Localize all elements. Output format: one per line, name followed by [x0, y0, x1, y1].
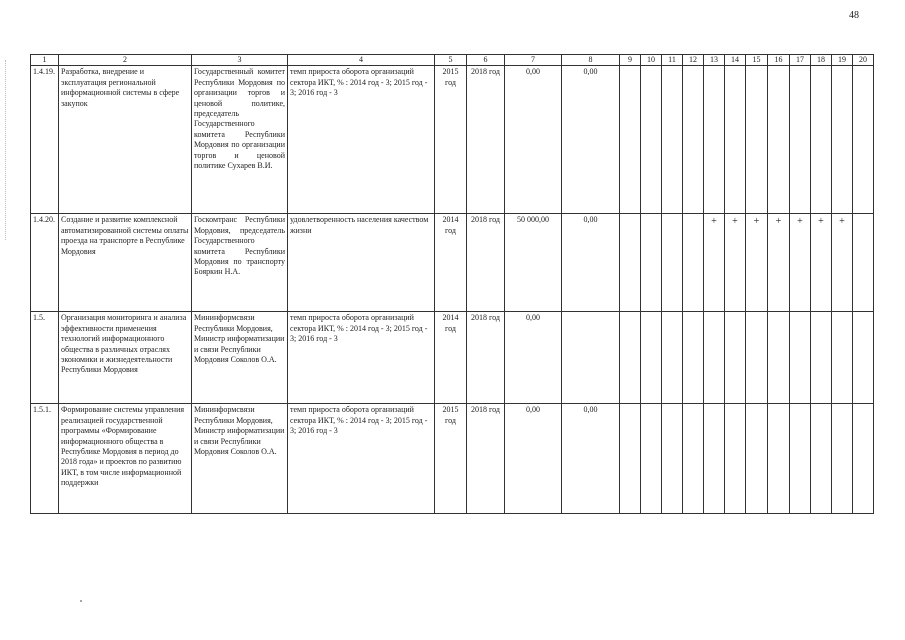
column-header: 19 — [832, 55, 853, 66]
mark-cell — [832, 404, 853, 514]
mark-cell — [662, 312, 683, 404]
mark-cell — [641, 214, 662, 312]
column-header: 4 — [288, 55, 435, 66]
mark-cell — [832, 312, 853, 404]
mark-cell — [662, 404, 683, 514]
activity-name: Создание и развитие комплексной автоматизированной системы оплаты проезда на транспорте в Республике Мордовия — [59, 214, 192, 312]
mark-cell — [683, 312, 704, 404]
column-header: 17 — [790, 55, 811, 66]
margin-dots — [5, 60, 7, 240]
activity-name: Организация мониторинга и анализа эффективности применения технологий информационного общества в различных отраслях экономики и жизнедеятельности Республики Мордовия — [59, 312, 192, 404]
column-header: 3 — [192, 55, 288, 66]
mark-cell: + — [832, 214, 853, 312]
start-year: 2015 год — [435, 404, 467, 514]
mark-cell — [746, 66, 768, 214]
column-header: 2 — [59, 55, 192, 66]
column-header: 15 — [746, 55, 768, 66]
mark-cell — [746, 404, 768, 514]
mark-cell: + — [746, 214, 768, 312]
column-header: 8 — [562, 55, 620, 66]
start-year: 2015 год — [435, 66, 467, 214]
mark-cell: + — [725, 214, 746, 312]
mark-cell — [746, 312, 768, 404]
column-header: 5 — [435, 55, 467, 66]
mark-cell — [620, 66, 641, 214]
column-header: 12 — [683, 55, 704, 66]
mark-cell — [641, 312, 662, 404]
table-row — [31, 214, 874, 312]
column-header: 13 — [704, 55, 725, 66]
mark-cell — [790, 66, 811, 214]
column-header: 11 — [662, 55, 683, 66]
funding-col7: 0,00 — [505, 404, 562, 514]
mark-cell — [704, 404, 725, 514]
row-number: 1.5. — [31, 312, 59, 404]
table-row — [31, 312, 874, 404]
activity-name: Разработка, внедрение и эксплуатация региональной информационной системы в сфере закупок — [59, 66, 192, 214]
mark-cell — [790, 312, 811, 404]
mark-cell — [725, 404, 746, 514]
column-header: 10 — [641, 55, 662, 66]
mark-cell — [853, 214, 874, 312]
mark-cell — [683, 66, 704, 214]
start-year: 2014 год — [435, 312, 467, 404]
mark-cell — [725, 66, 746, 214]
mark-cell — [768, 312, 790, 404]
mark-cell — [620, 312, 641, 404]
row-number: 1.5.1. — [31, 404, 59, 514]
funding-col8: 0,00 — [562, 66, 620, 214]
column-header: 1 — [31, 55, 59, 66]
indicator: темп прироста оборота организаций сектора ИКТ, % : 2014 год - 3; 2015 год - 3; 2016 год - 3 — [288, 66, 435, 214]
mark-cell: + — [768, 214, 790, 312]
funding-col8: 0,00 — [562, 404, 620, 514]
program-table — [30, 54, 874, 514]
mark-cell — [683, 404, 704, 514]
mark-cell — [853, 66, 874, 214]
activity-name: Формирование системы управления реализацией государственной программы «Формирование информационного общества в Республике Мордовия в период до 2018 года» и проектов по развитию ИКТ, в том числе информационной поддержки — [59, 404, 192, 514]
mark-cell — [768, 404, 790, 514]
end-year: 2018 год — [467, 404, 505, 514]
table-row — [31, 404, 874, 514]
column-header: 20 — [853, 55, 874, 66]
mark-cell — [641, 66, 662, 214]
mark-cell — [641, 404, 662, 514]
end-year: 2018 год — [467, 214, 505, 312]
funding-col7: 0,00 — [505, 66, 562, 214]
mark-cell — [811, 312, 832, 404]
indicator: удовлетворенность населения качеством жизни — [288, 214, 435, 312]
header-row — [31, 55, 874, 66]
responsible: Государственный комитет Республики Мордовия по организации торгов и ценовой политике, председатель Государственного комитета Республики Мордовия по организации торгов и ценовой политике Сухарев В.И. — [192, 66, 288, 214]
page-number: 48 — [849, 10, 859, 21]
column-header: 18 — [811, 55, 832, 66]
responsible: Мининформсвязи Республики Мордовия, Министр информатизации и связи Республики Мордовия Соколов О.А. — [192, 312, 288, 404]
mark-cell — [790, 404, 811, 514]
mark-cell — [853, 312, 874, 404]
mark-cell: + — [790, 214, 811, 312]
mark-cell — [683, 214, 704, 312]
mark-cell — [662, 214, 683, 312]
mark-cell — [832, 66, 853, 214]
mark-cell — [811, 404, 832, 514]
funding-col7: 0,00 — [505, 312, 562, 404]
funding-col8 — [562, 312, 620, 404]
funding-col7: 50 000,00 — [505, 214, 562, 312]
end-year: 2018 год — [467, 312, 505, 404]
row-number: 1.4.19. — [31, 66, 59, 214]
column-header: 7 — [505, 55, 562, 66]
column-header: 9 — [620, 55, 641, 66]
table-row — [31, 66, 874, 214]
mark-cell: + — [811, 214, 832, 312]
mark-cell — [853, 404, 874, 514]
mark-cell — [662, 66, 683, 214]
funding-col8: 0,00 — [562, 214, 620, 312]
responsible: Госкомтранс Республики Мордовия, председатель Государственного комитета Республики Мордовия по транспорту Бояркин Н.А. — [192, 214, 288, 312]
mark-cell — [704, 66, 725, 214]
indicator: темп прироста оборота организаций сектора ИКТ, % : 2014 год - 3; 2015 год - 3; 2016 год - 3 — [288, 312, 435, 404]
start-year: 2014 год — [435, 214, 467, 312]
column-header: 14 — [725, 55, 746, 66]
mark-cell — [725, 312, 746, 404]
column-header: 6 — [467, 55, 505, 66]
mark-cell — [620, 214, 641, 312]
responsible: Мининформсвязи Республики Мордовия, Министр информатизации и связи Республики Мордовия Соколов О.А. — [192, 404, 288, 514]
indicator: темп прироста оборота организаций сектора ИКТ, % : 2014 год - 3; 2015 год - 3; 2016 год - 3 — [288, 404, 435, 514]
mark-cell: + — [704, 214, 725, 312]
column-header: 16 — [768, 55, 790, 66]
end-year: 2018 год — [467, 66, 505, 214]
row-number: 1.4.20. — [31, 214, 59, 312]
mark-cell — [620, 404, 641, 514]
mark-cell — [768, 66, 790, 214]
mark-cell — [704, 312, 725, 404]
mark-cell — [811, 66, 832, 214]
scan-speck — [80, 600, 82, 602]
